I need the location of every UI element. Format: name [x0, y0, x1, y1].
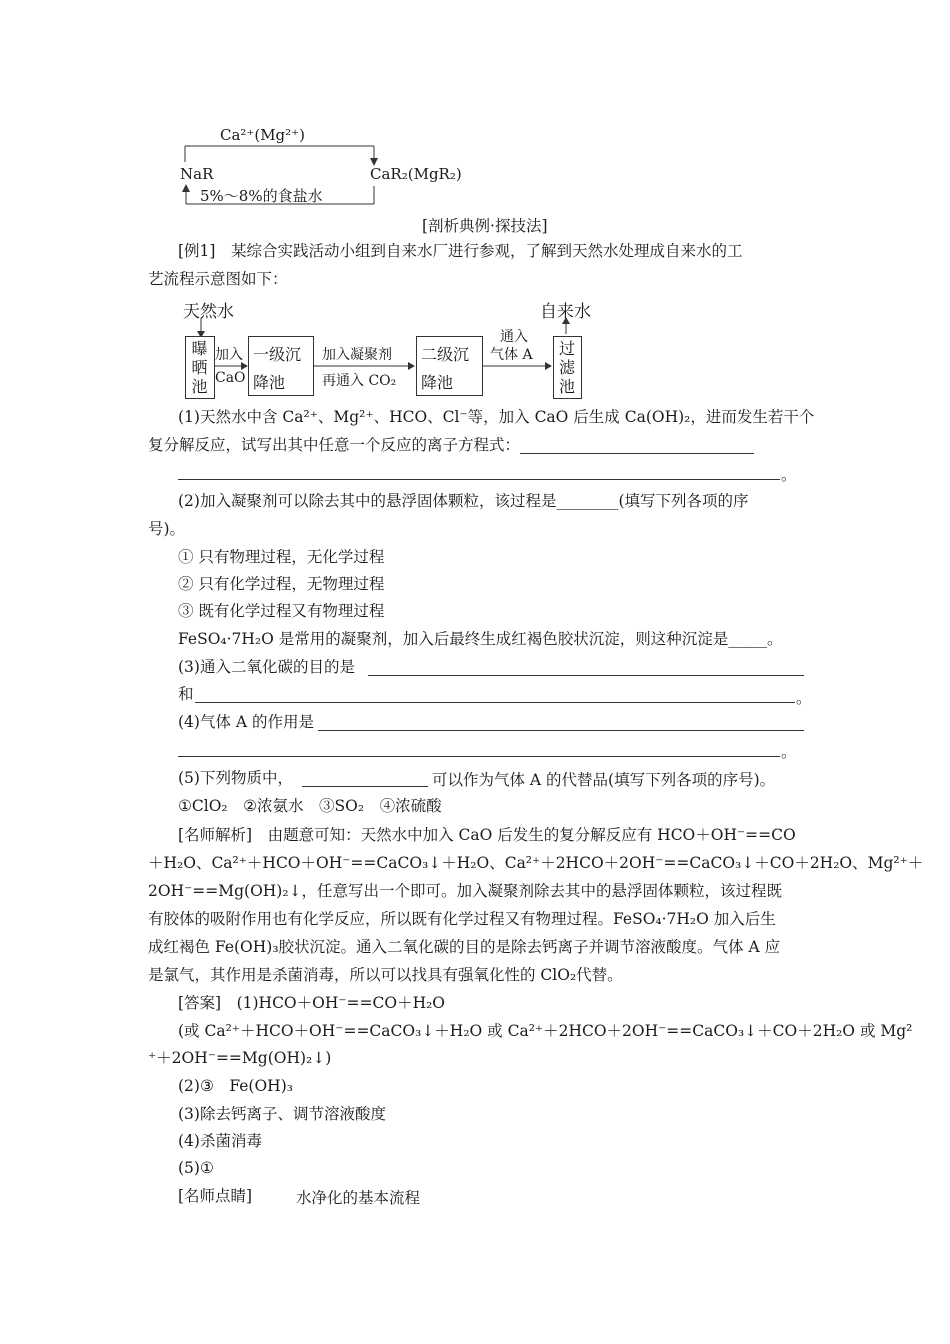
resin-left-label: NaR	[180, 165, 214, 183]
q3-end: 。	[796, 689, 812, 707]
answer-line-3: ⁺＋2OH⁻==Mg(OH)₂↓)	[148, 1049, 332, 1067]
example-line-2: 艺流程示意图如下：	[148, 270, 288, 288]
q5-options: ①ClO₂ ②浓氨水 ③SO₂ ④浓硫酸	[178, 797, 442, 815]
answer-line-2: (或 Ca²⁺＋HCO＋OH⁻==CaCO₃↓＋H₂O 或 Ca²⁺＋2HCO＋2OH⁻==CaCO₃↓＋CO＋2H₂O 或 Mg²	[178, 1022, 913, 1040]
q4-answer-blank-2[interactable]	[178, 742, 780, 757]
q3-answer-blank-1[interactable]	[368, 661, 804, 676]
arrow1-bottom-label: CaO	[215, 370, 246, 386]
q1-line-1: (1)天然水中含 Ca²⁺、Mg²⁺、HCO、Cl⁻等，加入 CaO 后生成 Ca(OH)₂，进而发生若干个	[178, 408, 815, 426]
q1-answer-blank-2[interactable]	[178, 465, 780, 480]
analysis-line-5: 成红褐色 Fe(OH)₃胶状沉淀。通入二氧化碳的目的是除去钙离子并调节溶液酸度。气体 A 应	[148, 938, 781, 956]
arrow2-bottom-label: 再通入 CO₂	[322, 373, 397, 389]
analysis-line-1: [名师解析] 由题意可知：天然水中加入 CaO 后发生的复分解反应有 HCO＋OH⁻==CO	[178, 826, 796, 844]
analysis-line-6: 是氯气，其作用是杀菌消毒，所以可以找具有强氧化性的 ClO₂代替。	[148, 966, 623, 984]
section-title: [剖析典例·探技法]	[422, 217, 548, 235]
flow-start-label: 天然水	[183, 302, 234, 322]
example-line-1: [例1] 某综合实践活动小组到自来水厂进行参观，了解到天然水处理成自来水的工	[178, 242, 743, 260]
q5-answer-blank[interactable]	[302, 772, 428, 787]
resin-right-label: CaR₂(MgR₂)	[370, 165, 462, 183]
q3-line-2: 和	[178, 685, 194, 703]
arrow1-top-label: 加入	[215, 347, 243, 363]
q3-line-1: (3)通入二氧化碳的目的是	[178, 658, 355, 676]
answer-line-5: (3)除去钙离子、调节溶液酸度	[178, 1105, 386, 1123]
answer-line-4: (2)③ Fe(OH)₃	[178, 1077, 293, 1095]
analysis-line-3: 2OH⁻==Mg(OH)₂↓，任意写出一个即可。加入凝聚剂除去其中的悬浮固体颗粒，该过程既	[148, 882, 783, 900]
q4-answer-blank-1[interactable]	[318, 716, 804, 731]
flow-box-primary-settling: 一级沉 降池	[248, 336, 314, 396]
q5-line-1b: 可以作为气体 A 的代替品(填写下列各项的序号)。	[432, 771, 776, 789]
answer-line-1: [答案] (1)HCO＋OH⁻==CO＋H₂O	[178, 994, 446, 1012]
q3-answer-blank-2[interactable]	[195, 688, 795, 703]
q2-option-1: ① 只有物理过程，无化学过程	[178, 548, 385, 566]
q5-line-1a: (5)下列物质中，	[178, 769, 293, 787]
q2-line-1: (2)加入凝聚剂可以除去其中的悬浮固体颗粒，该过程是________(填写下列各项的序	[178, 492, 749, 510]
answer-line-7: (5)①	[178, 1159, 214, 1177]
arrow2-top-label: 加入凝聚剂	[322, 347, 392, 363]
q4-line-1: (4)气体 A 的作用是	[178, 713, 315, 731]
resin-bottom-label: 5%～8%的食盐水	[200, 187, 323, 205]
q1-line-2: 复分解反应，试写出其中任意一个反应的离子方程式：	[148, 436, 521, 454]
q2-option-2: ② 只有化学过程，无物理过程	[178, 575, 385, 593]
q1-answer-blank-1[interactable]	[520, 439, 754, 454]
arrow3-bottom-label: 气体 A	[490, 347, 533, 363]
q2-feso4-line: FeSO₄·7H₂O 是常用的凝聚剂，加入后最终生成红褐色胶状沉淀，则这种沉淀是_____。	[178, 630, 783, 648]
flow-box-filter-pool: 过滤池	[553, 336, 582, 399]
q2-option-3: ③ 既有化学过程又有物理过程	[178, 602, 385, 620]
q4-end: 。	[781, 743, 797, 761]
analysis-line-2: ＋H₂O、Ca²⁺＋HCO＋OH⁻==CaCO₃↓＋H₂O、Ca²⁺＋2HCO＋2OH⁻==CaCO₃↓＋CO＋2H₂O、Mg²⁺＋	[148, 854, 924, 872]
flow-box-sun-pool: 曝晒池	[185, 336, 215, 399]
flow-box-secondary-settling: 二级沉 降池	[416, 336, 483, 396]
tips-label: [名师点睛]	[178, 1187, 253, 1205]
analysis-line-4: 有胶体的吸附作用也有化学反应，所以既有化学过程又有物理过程。FeSO₄·7H₂O 加入后生	[148, 910, 776, 928]
resin-top-label: Ca²⁺(Mg²⁺)	[220, 126, 305, 144]
q1-end: 。	[781, 466, 797, 484]
arrow3-top-label: 通入	[500, 329, 528, 345]
flow-end-label: 自来水	[540, 302, 591, 322]
answer-line-6: (4)杀菌消毒	[178, 1132, 262, 1150]
tips-text: 水净化的基本流程	[296, 1189, 421, 1207]
q2-line-2: 号)。	[148, 520, 186, 538]
